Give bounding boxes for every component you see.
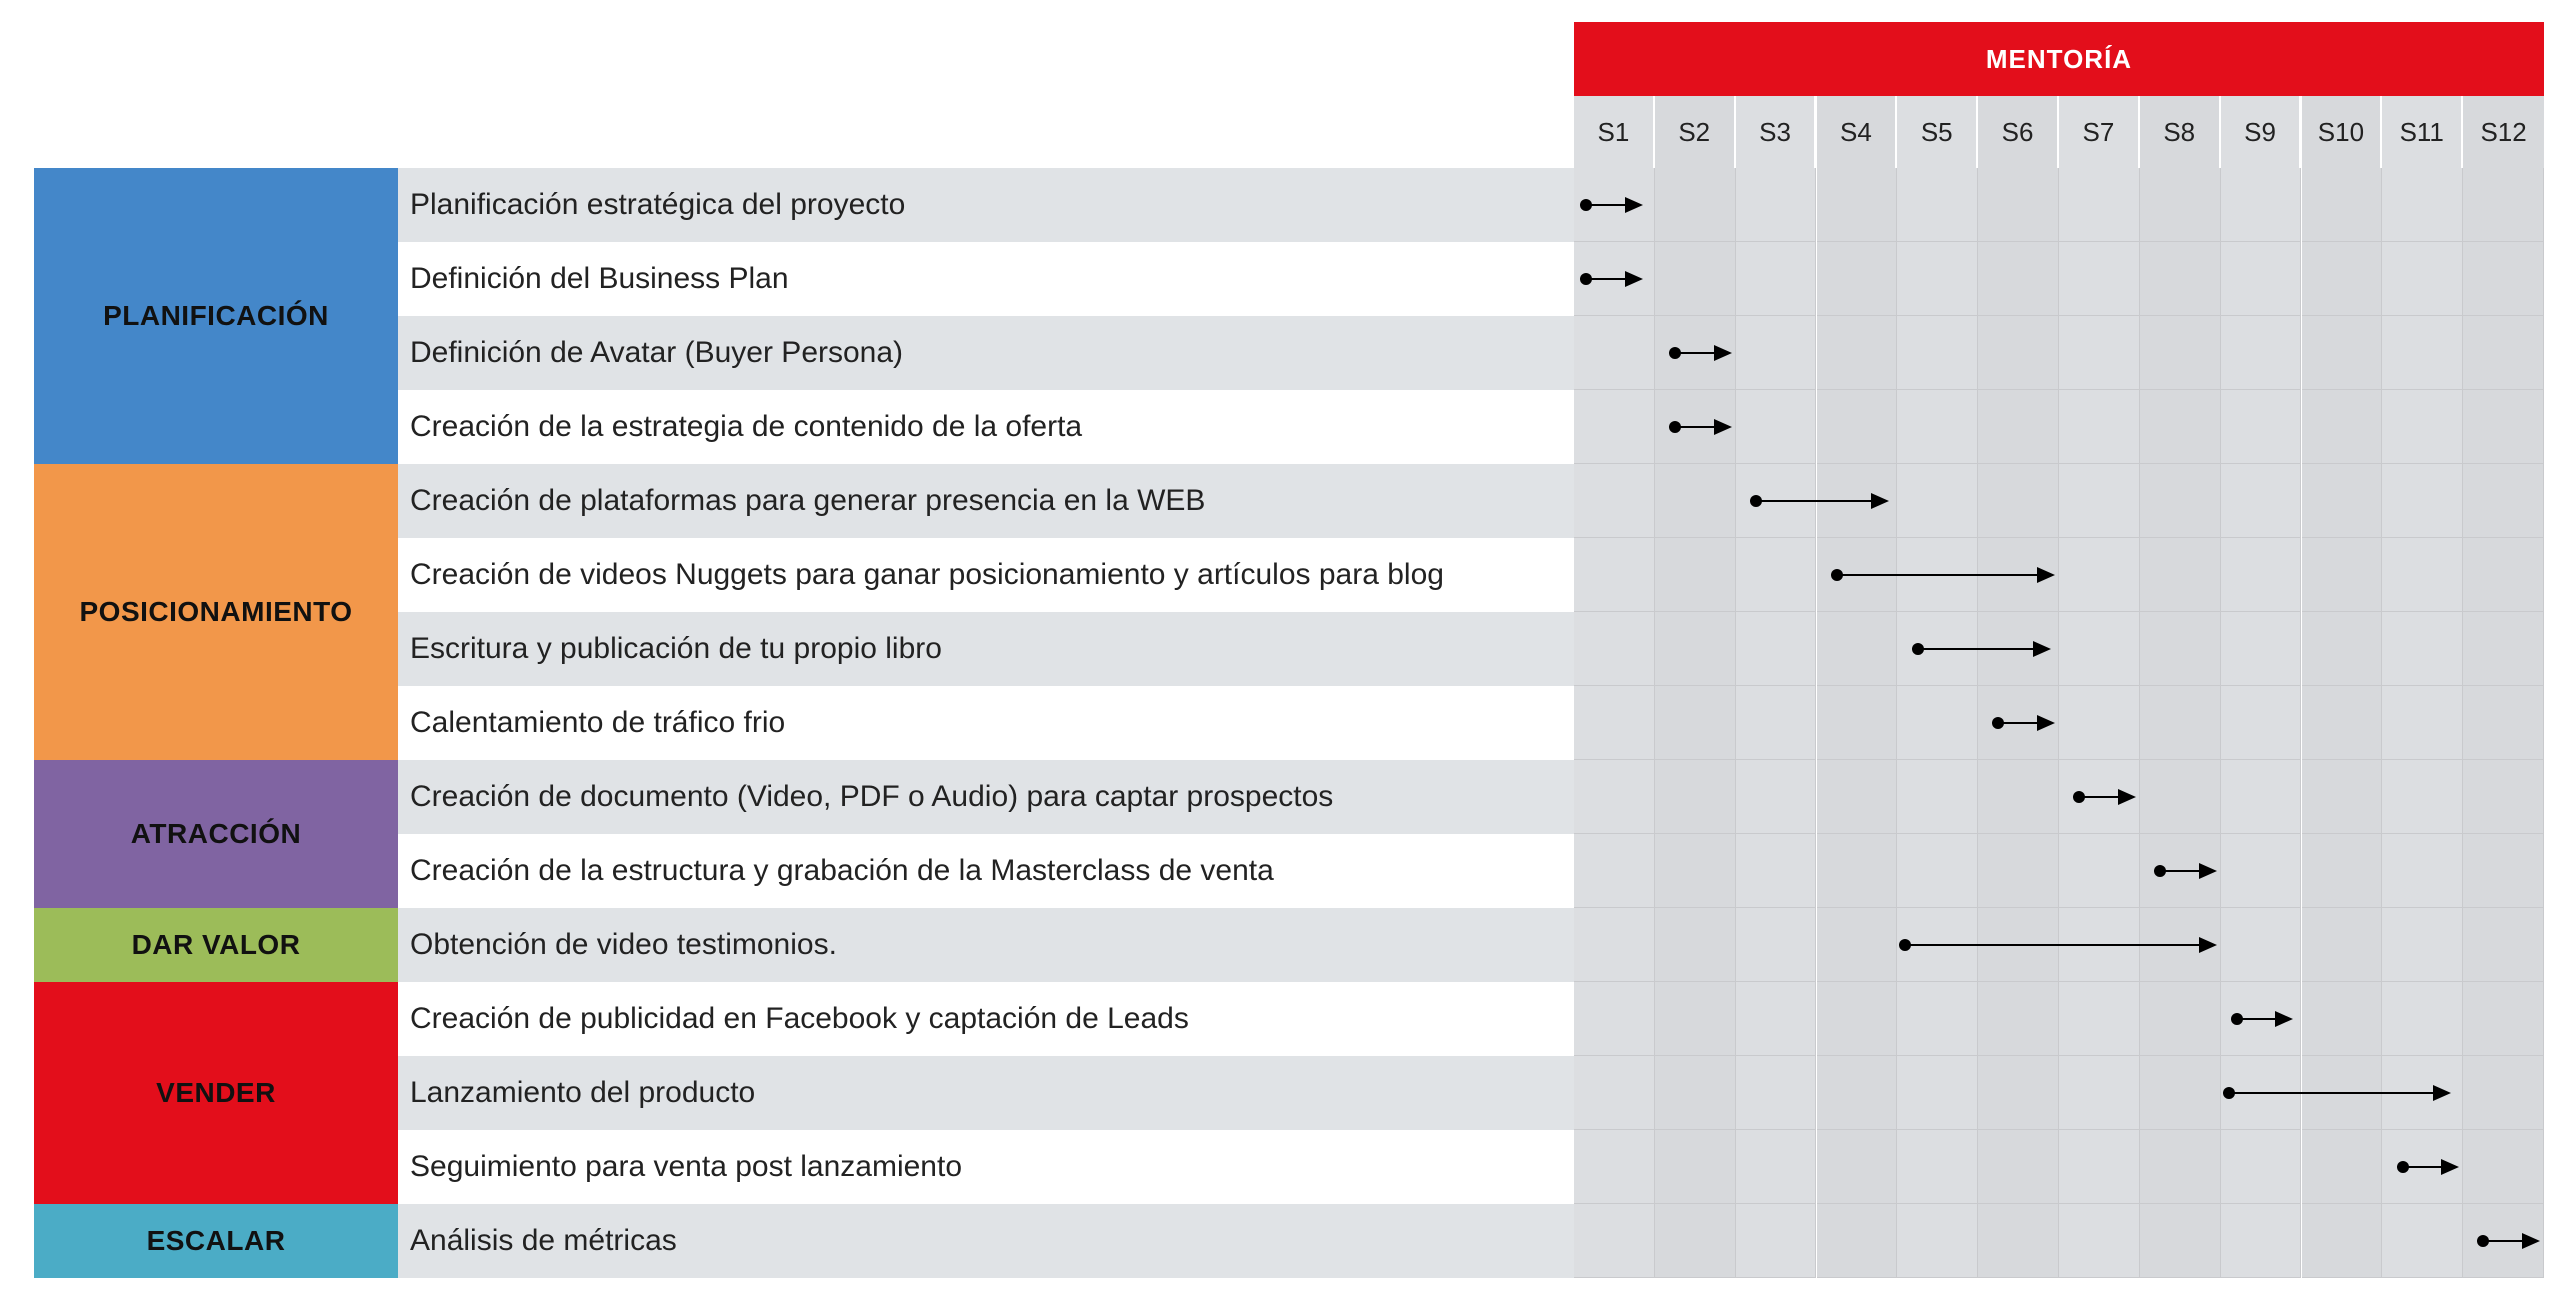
task-label: Análisis de métricas <box>398 1204 1574 1278</box>
task-start-dot <box>1831 569 1843 581</box>
task-start-dot <box>2231 1013 2243 1025</box>
task-start-dot <box>2397 1161 2409 1173</box>
task-start-dot <box>1899 939 1911 951</box>
task-label: Creación de la estrategia de contenido de la oferta <box>398 390 1574 464</box>
task-label: Creación de plataformas para generar presencia en la WEB <box>398 464 1574 538</box>
task-start-dot <box>1580 199 1592 211</box>
task-end-arrow <box>2275 1011 2293 1027</box>
task-label: Definición del Business Plan <box>398 242 1574 316</box>
task-label: Calentamiento de tráfico frio <box>398 686 1574 760</box>
task-start-dot <box>2477 1235 2489 1247</box>
task-label: Creación de videos Nuggets para ganar posicionamiento y artículos para blog <box>398 538 1574 612</box>
phase-label: ESCALAR <box>34 1204 398 1278</box>
gantt-row <box>1574 1130 2544 1204</box>
week-label: S4 <box>1817 96 1898 168</box>
task-end-arrow <box>2522 1233 2540 1249</box>
gantt-row <box>1574 538 2544 612</box>
task-start-dot <box>1992 717 2004 729</box>
task-bar <box>1574 242 2544 316</box>
task-start-dot <box>1669 347 1681 359</box>
task-bar <box>1574 686 2544 760</box>
task-start-dot <box>2073 791 2085 803</box>
task-bar <box>1574 612 2544 686</box>
task-bar <box>1574 760 2544 834</box>
task-bar-line <box>1756 500 1879 502</box>
gantt-row <box>1574 760 2544 834</box>
gantt-row <box>1574 168 2544 242</box>
gantt-row <box>1574 242 2544 316</box>
task-bar <box>1574 1056 2544 1130</box>
gantt-row <box>1574 1204 2544 1278</box>
week-label: S5 <box>1897 96 1978 168</box>
phase-label: ATRACCIÓN <box>34 760 398 908</box>
phase-label: DAR VALOR <box>34 908 398 982</box>
week-label: S8 <box>2140 96 2221 168</box>
task-bar <box>1574 316 2544 390</box>
task-label: Definición de Avatar (Buyer Persona) <box>398 316 1574 390</box>
task-bar <box>1574 168 2544 242</box>
task-end-arrow <box>2037 567 2055 583</box>
task-start-dot <box>1750 495 1762 507</box>
gantt-row <box>1574 464 2544 538</box>
task-start-dot <box>1912 643 1924 655</box>
task-bar <box>1574 390 2544 464</box>
week-label: S9 <box>2221 96 2302 168</box>
task-label: Seguimiento para venta post lanzamiento <box>398 1130 1574 1204</box>
task-label: Creación de la estructura y grabación de la Masterclass de venta <box>398 834 1574 908</box>
week-label: S11 <box>2382 96 2463 168</box>
task-bar <box>1574 1204 2544 1278</box>
week-label: S6 <box>1978 96 2059 168</box>
gantt-row <box>1574 1056 2544 1130</box>
gantt-row <box>1574 612 2544 686</box>
phase-label: POSICIONAMIENTO <box>34 464 398 760</box>
week-label: S7 <box>2059 96 2140 168</box>
task-end-arrow <box>2037 715 2055 731</box>
task-bar <box>1574 538 2544 612</box>
task-start-dot <box>1580 273 1592 285</box>
week-label: S1 <box>1574 96 1655 168</box>
task-end-arrow <box>1714 419 1732 435</box>
task-bar <box>1574 464 2544 538</box>
task-start-dot <box>1669 421 1681 433</box>
task-bar <box>1574 1130 2544 1204</box>
task-end-arrow <box>2118 789 2136 805</box>
week-label: S12 <box>2463 96 2544 168</box>
task-end-arrow <box>2433 1085 2451 1101</box>
gantt-row <box>1574 908 2544 982</box>
task-end-arrow <box>1625 271 1643 287</box>
task-label: Obtención de video testimonios. <box>398 908 1574 982</box>
task-end-arrow <box>2033 641 2051 657</box>
week-label: S2 <box>1655 96 1736 168</box>
gantt-row <box>1574 316 2544 390</box>
task-bar-line <box>1837 574 2045 576</box>
gantt-row <box>1574 686 2544 760</box>
task-end-arrow <box>2441 1159 2459 1175</box>
phase-label: PLANIFICACIÓN <box>34 168 398 464</box>
task-end-arrow <box>1714 345 1732 361</box>
week-label: S10 <box>2302 96 2383 168</box>
gantt-row <box>1574 982 2544 1056</box>
task-start-dot <box>2223 1087 2235 1099</box>
gantt-row <box>1574 834 2544 908</box>
task-label: Creación de publicidad en Facebook y captación de Leads <box>398 982 1574 1056</box>
task-end-arrow <box>2199 937 2217 953</box>
task-label: Planificación estratégica del proyecto <box>398 168 1574 242</box>
task-bar-line <box>2229 1092 2441 1094</box>
task-bar-line <box>1905 944 2206 946</box>
task-bar-line <box>1918 648 2041 650</box>
task-bar <box>1574 834 2544 908</box>
phase-label: VENDER <box>34 982 398 1204</box>
task-end-arrow <box>1871 493 1889 509</box>
task-label: Creación de documento (Video, PDF o Audio) para captar prospectos <box>398 760 1574 834</box>
task-end-arrow <box>1625 197 1643 213</box>
task-label: Escritura y publicación de tu propio libro <box>398 612 1574 686</box>
task-start-dot <box>2154 865 2166 877</box>
gantt-row <box>1574 390 2544 464</box>
mentoria-header: MENTORÍA <box>1574 22 2544 96</box>
task-end-arrow <box>2199 863 2217 879</box>
task-bar <box>1574 982 2544 1056</box>
task-label: Lanzamiento del producto <box>398 1056 1574 1130</box>
week-label: S3 <box>1736 96 1817 168</box>
task-bar <box>1574 908 2544 982</box>
